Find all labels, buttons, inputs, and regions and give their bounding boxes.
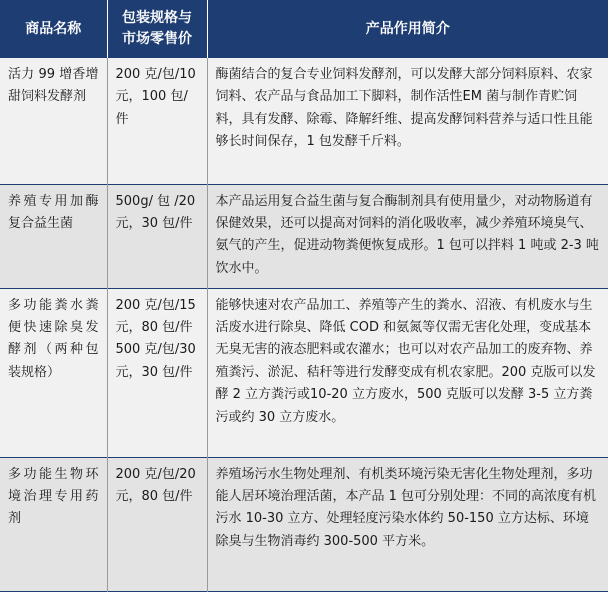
package-price-cell: 200 克/包/20 元，80 包/件 bbox=[107, 457, 207, 591]
header-product-description: 产品作用简介 bbox=[207, 0, 608, 58]
table-row bbox=[0, 457, 608, 591]
product-name-cell: 活力 99 增香增甜饲料发酵剂 bbox=[0, 58, 107, 184]
description-cell: 养殖场污水生物处理剂、有机类环境污染无害化生物处理剂，多功能人居环境治理活菌，本产品 1 包可分别处理：不同的高浓度有机污水 10-30 立方、处理轻度污染水体约 50-150 立方达标、环境除臭与生物消毒约 300-500 平方米。 bbox=[207, 457, 608, 591]
header-product-name: 商品名称 bbox=[0, 0, 107, 58]
product-name-cell: 多功能粪水粪便快速除臭发酵剂（两种包装规格） bbox=[0, 288, 107, 457]
table-row bbox=[0, 184, 608, 288]
product-name-cell: 多功能生物环境治理专用药剂 bbox=[0, 457, 107, 591]
product-name-cell: 养殖专用加酶复合益生菌 bbox=[0, 184, 107, 288]
package-price-cell: 200 克/包/10 元，100 包/件 bbox=[107, 58, 207, 184]
description-cell: 能够快速对农产品加工、养殖等产生的粪水、沼液、有机废水与生活废水进行除臭、降低 COD 和氨氮等仅需无害化处理，变成基本无臭无害的液态肥料或农灌水；也可以对农产品加工的废弃物、养殖粪污、淤泥、秸秆等进行发酵变成有机农家肥。200 克版可以发酵 2 立方粪污或10-20 立方废水，500 克版可以发酵 3-5 立方粪污或约 30 立方废水。 bbox=[207, 288, 608, 457]
header-row bbox=[0, 0, 608, 58]
table-row bbox=[0, 58, 608, 184]
package-price-cell: 200 克/包/15 元，80 包/件 500 克/包/30 元，30 包/件 bbox=[107, 288, 207, 457]
description-cell: 酶菌结合的复合专业饲料发酵剂，可以发酵大部分饲料原料、农家饲料、农产品与食品加工下脚料，制作活性EM 菌与制作青贮饲料，具有发酵、除霉、降解纤维、提高发酵饲料营养与适口性且能够长时间保存，1 包发酵千斤料。 bbox=[207, 58, 608, 184]
package-price-cell: 500g/ 包 /20 元，30 包/件 bbox=[107, 184, 207, 288]
description-cell: 本产品运用复合益生菌与复合酶制剂具有使用量少，对动物肠道有保健效果，还可以提高对饲料的消化吸收率，减少养殖环境臭气、氨气的产生，促进动物粪便恢复成形。1 包可以拌料 1 吨或 2-3 吨饮水中。 bbox=[207, 184, 608, 288]
header-package-price: 包装规格与 市场零售价 bbox=[107, 0, 207, 58]
table-row bbox=[0, 288, 608, 457]
